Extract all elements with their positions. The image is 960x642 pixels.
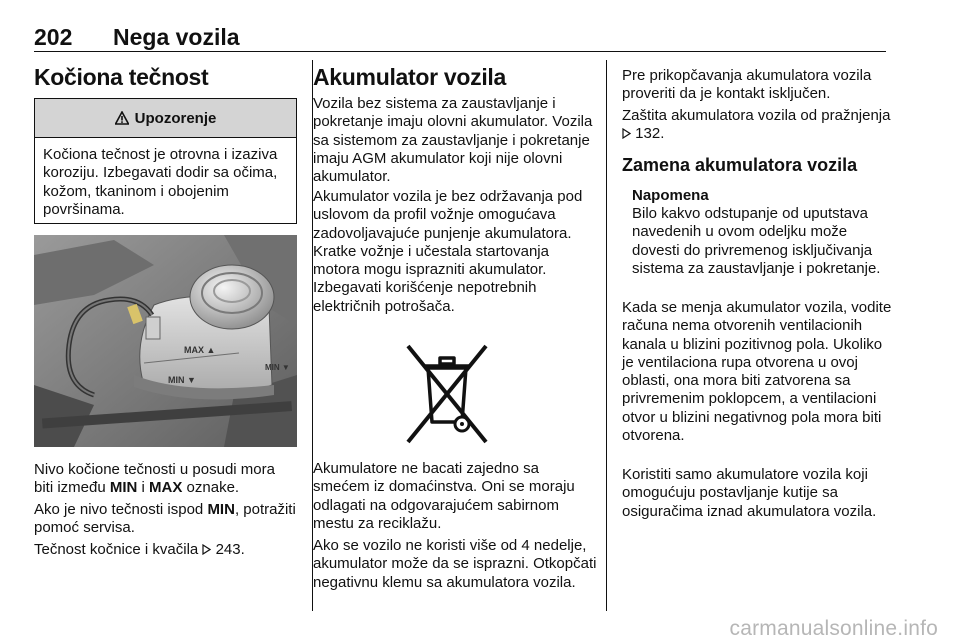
header-rule (34, 51, 886, 52)
brake-fluid-reservoir-photo (34, 235, 297, 447)
low-level-text-a: Ako je nivo tečnosti ispod (34, 501, 208, 518)
min-term: MIN (109, 479, 138, 497)
min-term-2: MIN (207, 501, 235, 518)
max-term: MAX (149, 479, 183, 497)
level-text-a: Nivo kočione tečnosti u posudi mora biti između (34, 461, 275, 497)
discharge-protection-text: Zaštita akumulatora vozila od pražnjenja (622, 107, 891, 124)
battery-maintenance-paragraph: Akumulator vozila je bez održavanja pod uslovom da profil vožnje omogućava zadovoljavajuće punjenje akumulatora. Kratke vožnje i učestala startovanja motora mogu isprazniti akumulator. Izbegavati korišćenje nepotrebnih električnih potrošača. (313, 188, 583, 315)
fluid-reference-paragraph (34, 541, 298, 559)
brake-fluid-heading: Kočiona tečnost (34, 64, 209, 90)
section-title: Nega vozila (113, 24, 240, 50)
battery-replacement-heading: Zamena akumulatora vozila (622, 155, 858, 175)
reservoir-illustration (34, 235, 297, 447)
fluid-reference-page[interactable]: 243. (215, 541, 245, 558)
vent-paragraph: Kada se menja akumulator vozila, vodite računa nema otvorenih ventilacionih kanala u blizini pozitivnog pola. Ukoliko je ventilaciona rupa otvorena u ovoj oblasti, ona mora biti zatvorena sa privremenim poklopcem, a ventilacioni otvor u blizini negativnog pola mora biti otvorena. (622, 299, 892, 445)
crossed-out-wheelie-bin-icon (404, 342, 490, 448)
note-text: Bilo kakvo odstupanje od uputstava navedenih u ovom odeljku može dovesti do privremenog isključivanja sistema za zaustavljanje i pokretanje. (632, 205, 881, 277)
page-reference-arrow-icon[interactable] (202, 544, 211, 555)
discharge-protection-page[interactable]: 132. (635, 125, 665, 143)
level-paragraph (34, 461, 298, 498)
fluid-reference-text: Tečnost kočnice i kvačila (34, 541, 203, 558)
ignition-check-paragraph: Pre prikopčavanja akumulatora vozila proveriti da je kontakt isključen. (622, 67, 872, 103)
warning-text: Kočiona tečnost je otrovna i izaziva koroziju. Izbegavati dodir sa očima, kožom, tkaninom i obojenim površinama. (43, 146, 278, 218)
page-number: 202 (34, 24, 73, 50)
compatible-battery-paragraph: Koristiti samo akumulatore vozila koji omogućuju postavljanje kutije sa osiguračima iznad akumulatora vozila. (622, 466, 877, 520)
site-watermark: carmanualsonline.info (729, 617, 938, 640)
battery-types-paragraph: Vozila bez sistema za zaustavljanje i pokretanje imaju olovni akumulator. Vozila sa sistemom za zaustavljanje i pokretanje imaju AGM akumulator koji nije olovni akumulator. (313, 95, 593, 186)
warning-title: Upozorenje (134, 109, 217, 127)
max-mark-label: MAX ▲ (184, 345, 216, 355)
min-mark-label: MIN ▼ (168, 375, 196, 385)
battery-heading: Akumulator vozila (313, 64, 506, 90)
low-level-text-b: , potražiti pomoć servisa. (34, 501, 296, 537)
warning-box (34, 98, 297, 224)
warning-header (35, 99, 296, 138)
level-text-c: oznake. (182, 479, 240, 497)
warning-triangle-icon (115, 111, 129, 125)
discharge-protection-paragraph (622, 107, 892, 144)
min-mark-label-right: MIN ▼ (265, 363, 290, 372)
low-level-paragraph (34, 501, 298, 538)
storage-paragraph: Ako se vozilo ne koristi više od 4 nedelje, akumulator može da se isprazni. Otkopčati negativnu klemu sa akumulatora vozila. (313, 537, 597, 591)
page-reference-arrow-icon[interactable] (622, 128, 631, 139)
note-title: Napomena (632, 187, 709, 204)
column-divider-right (606, 60, 607, 611)
disposal-paragraph: Akumulatore ne bacati zajedno sa smećem iz domaćinstva. Oni se moraju odlagati na odgovarajućem sabirnom mestu za reciklažu. (313, 460, 575, 532)
level-text-b: i (137, 479, 150, 497)
